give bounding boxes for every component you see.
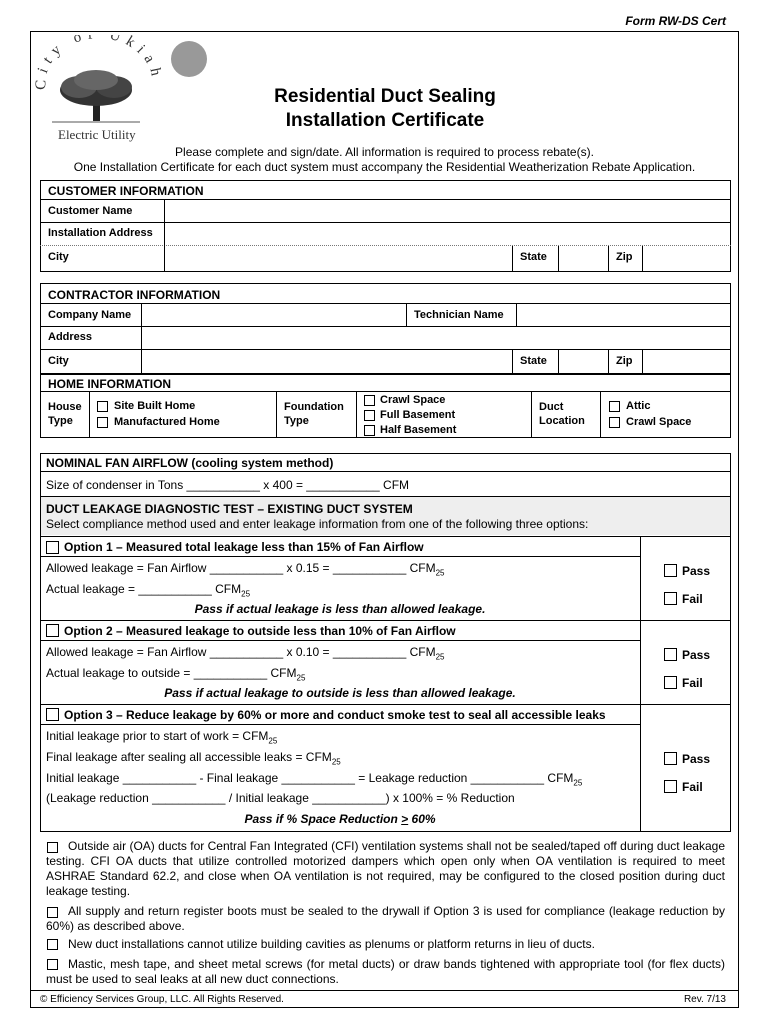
customer-city-field[interactable] xyxy=(164,246,512,270)
logo-city-text: City o Ukiah xyxy=(34,35,164,91)
footer-revision: Rev. 7/13 xyxy=(683,994,726,1005)
contractor-zip-label: Zip xyxy=(616,355,633,367)
intro-line2: One Installation Certificate for each duct system must accompany the Residential Weatherization Rebate Application. xyxy=(73,160,696,174)
option3-checkbox[interactable] xyxy=(46,708,59,721)
option1-pass-label: Pass xyxy=(682,564,711,578)
duct-crawl-space-checkbox[interactable] xyxy=(609,417,620,428)
form-id: Form RW-DS Cert xyxy=(625,14,726,28)
option2-fail-checkbox[interactable] xyxy=(664,676,677,689)
logo-subtitle: Electric Utility xyxy=(58,127,136,142)
option3-line1: Initial leakage prior to start of work = $CFM_{25}$ xyxy=(46,729,278,746)
customer-name-field[interactable] xyxy=(164,200,731,222)
option3-pass-label: Pass xyxy=(682,752,711,766)
page-title-line1: Residential Duct Sealing xyxy=(274,86,496,107)
option3-fail-checkbox[interactable] xyxy=(664,780,677,793)
contractor-zip-field[interactable] xyxy=(642,350,730,373)
option2-fail-label: Fail xyxy=(682,676,703,690)
secondary-logo xyxy=(171,41,207,77)
contractor-city-field[interactable] xyxy=(141,350,512,373)
contractor-state-field[interactable] xyxy=(558,350,608,373)
option2-checkbox[interactable] xyxy=(46,624,59,637)
leakage-header: DUCT LEAKAGE DIAGNOSTIC TEST – EXISTING DUCT SYSTEM xyxy=(46,502,413,516)
footer-copyright: © Efficiency Services Group, LLC. All Rights Reserved. xyxy=(40,994,284,1005)
full-basement-checkbox[interactable] xyxy=(364,410,375,421)
option1-fail-label: Fail xyxy=(682,592,703,606)
customer-name-label: Customer Name xyxy=(48,205,133,217)
option2-line1: Allowed leakage = Fan Airflow ___________ x 0.10 = ___________ $CFM_{25}$ xyxy=(46,645,445,662)
duct-location-label-2: Location xyxy=(539,415,585,427)
home-header: HOME INFORMATION xyxy=(48,377,172,391)
customer-zip-field[interactable] xyxy=(642,246,730,270)
intro-line1: Please complete and sign/date. All information is required to process rebate(s). xyxy=(175,145,594,159)
customer-state-field[interactable] xyxy=(558,246,608,270)
option1-line1: Allowed leakage = Fan Airflow ___________ x 0.15 = ___________ $CFM_{25}$ xyxy=(46,561,445,578)
half-basement-checkbox[interactable] xyxy=(364,425,375,436)
option2-title: Option 2 – Measured leakage to outside less than 10% of Fan Airflow xyxy=(64,624,456,638)
site-built-label: Site Built Home xyxy=(114,400,196,412)
full-basement-label: Full Basement xyxy=(380,409,456,421)
manufactured-checkbox[interactable] xyxy=(97,417,108,428)
mastic-note: Mastic, mesh tape, and sheet metal screws (for metal ducts) or draw bands tightened with appropriate tool (for flex ducts) must be used to seal leaks at all new duct connections. xyxy=(46,957,725,986)
city-logo xyxy=(34,35,164,145)
option3-line3: Initial leakage ___________ - Final leakage ___________ = Leakage reduction ___________ $CFM_{25}$ xyxy=(46,771,583,788)
duct-crawl-space-label: Crawl Space xyxy=(626,416,692,428)
option3-fail-label: Fail xyxy=(682,780,703,794)
crawl-space-label: Crawl Space xyxy=(380,394,446,406)
option1-fail-checkbox[interactable] xyxy=(664,592,677,605)
option1-title: Option 1 – Measured total leakage less than 15% of Fan Airflow xyxy=(64,540,424,554)
option2-pass-checkbox[interactable] xyxy=(664,648,677,661)
installation-address-field[interactable] xyxy=(164,223,731,245)
boots-note: All supply and return register boots must be sealed to the drywall if Option 3 is used for compliance (leakage reduction by 60%) as described above. xyxy=(46,904,725,933)
option1-checkbox[interactable] xyxy=(46,541,59,554)
attic-checkbox[interactable] xyxy=(609,401,620,412)
technician-name-label: Technician Name xyxy=(414,309,504,321)
site-built-checkbox[interactable] xyxy=(97,401,108,412)
option2-note: Pass if actual leakage to outside is less than allowed leakage. xyxy=(164,686,516,700)
manufactured-label: Manufactured Home xyxy=(114,416,220,428)
contractor-state-label: State xyxy=(520,355,547,367)
foundation-label-1: Foundation xyxy=(284,401,344,413)
foundation-label-2: Type xyxy=(284,415,309,427)
customer-header: CUSTOMER INFORMATION xyxy=(48,184,204,198)
contractor-address-field[interactable] xyxy=(141,327,730,349)
cavities-note: New duct installations cannot utilize building cavities as plenums or platform returns in lieu of ducts. xyxy=(68,937,595,951)
attic-label: Attic xyxy=(626,400,651,412)
duct-location-label-1: Duct xyxy=(539,401,564,413)
company-name-label: Company Name xyxy=(48,309,132,321)
option3-line2: Final leakage after sealing all accessible leaks = $CFM_{25}$ xyxy=(46,750,341,767)
option3-pass-checkbox[interactable] xyxy=(664,752,677,765)
option3-note: Pass if % Space Reduction > 60% xyxy=(244,812,436,826)
contractor-address-label: Address xyxy=(48,331,93,343)
customer-city-label: City xyxy=(48,251,69,263)
page-title-line2: Installation Certificate xyxy=(285,110,485,131)
customer-state-label: State xyxy=(520,251,547,263)
installation-address-label: Installation Address xyxy=(48,227,153,239)
option1-line2: Actual leakage = ___________ $CFM_{25}$ xyxy=(46,582,251,599)
house-type-label-1: House xyxy=(48,401,82,413)
option2-pass-label: Pass xyxy=(682,648,711,662)
fan-airflow-header: NOMINAL FAN AIRFLOW (cooling system method) xyxy=(46,456,334,470)
crawl-space-checkbox[interactable] xyxy=(364,395,375,406)
house-type-label-2: Type xyxy=(48,415,73,427)
option3-line4: (Leakage reduction ___________ / Initial leakage ___________) x 100% = % Reduction xyxy=(46,791,515,805)
option3-title: Option 3 – Reduce leakage by 60% or more and conduct smoke test to seal all accessible leaks xyxy=(64,708,606,722)
contractor-header: CONTRACTOR INFORMATION xyxy=(48,288,221,302)
half-basement-label: Half Basement xyxy=(380,424,457,436)
option2-line2: Actual leakage to outside = ___________ $CFM_{25}$ xyxy=(46,666,306,683)
option1-pass-checkbox[interactable] xyxy=(664,564,677,577)
company-name-field[interactable] xyxy=(141,304,406,326)
customer-zip-label: Zip xyxy=(616,251,633,263)
leakage-subheader: Select compliance method used and enter leakage information from one of the following three options: xyxy=(46,517,589,531)
fan-airflow-line: Size of condenser in Tons ___________ x 400 = ___________ CFM xyxy=(46,478,410,492)
contractor-city-label: City xyxy=(48,355,69,367)
technician-name-field[interactable] xyxy=(516,304,730,326)
oa-note: Outside air (OA) ducts for Central Fan Integrated (CFI) ventilation systems shall not be sealed/taped off during duct leakage testing. CFI OA ducts that utilize controlled motorized dampers which open only when OA ventilation is required to meet ASHRAE Standard 62.2, and close when OA ventilation is not required, may be configured to the closed position during duct leakage testing. xyxy=(46,839,725,898)
option1-note: Pass if actual leakage is less than allowed leakage. xyxy=(194,602,486,616)
